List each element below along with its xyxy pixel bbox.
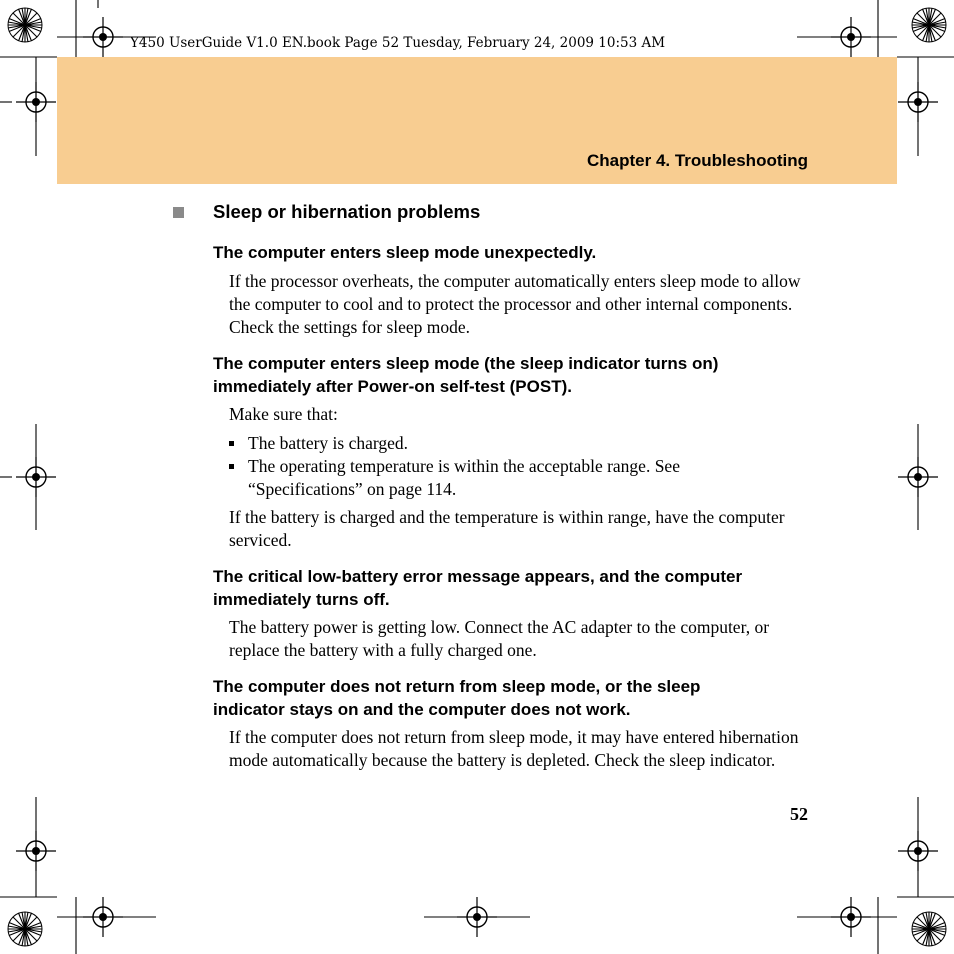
bullet-icon: [229, 441, 234, 446]
print-info: Y450 UserGuide V1.0 EN.book Page 52 Tuesday, February 24, 2009 10:53 AM: [130, 35, 666, 51]
problem-body: If the computer does not return from sleep mode, it may have entered hibernation mode automatically because the battery is depleted. Check the sleep indicator.: [229, 727, 799, 770]
problem-body: If the processor overheats, the computer automatically enters sleep mode to allow the computer to cool and to protect the processor and other internal components. Check the settings for sleep mode.: [229, 271, 801, 337]
page-number: 52: [790, 804, 808, 824]
bullet-icon: [229, 464, 234, 469]
section-bullet-icon: [173, 207, 184, 218]
chapter-title: Chapter 4. Troubleshooting: [586, 151, 808, 170]
section-title: Sleep or hibernation problems: [213, 201, 481, 222]
problem-intro: Make sure that:: [229, 404, 338, 424]
problem-heading: The computer enters sleep mode (the sleep indicator turns on) immediately after Power-on self-test (POST).: [213, 354, 719, 396]
list-item-text: The battery is charged.: [248, 433, 409, 453]
problem-heading: The computer does not return from sleep mode, or the sleep indicator stays on and the computer does not work.: [213, 677, 701, 719]
list-item-text: The operating temperature is within the acceptable range. See “Specifications” on page 114.: [248, 456, 680, 499]
problem-heading: The critical low-battery error message appears, and the computer immediately turns off.: [213, 567, 743, 609]
problem-body: If the battery is charged and the temperature is within range, have the computer serviced.: [229, 507, 785, 550]
problem-body: The battery power is getting low. Connect the AC adapter to the computer, or replace the battery with a fully charged one.: [229, 617, 770, 660]
problem-heading: The computer enters sleep mode unexpectedly.: [213, 243, 597, 262]
